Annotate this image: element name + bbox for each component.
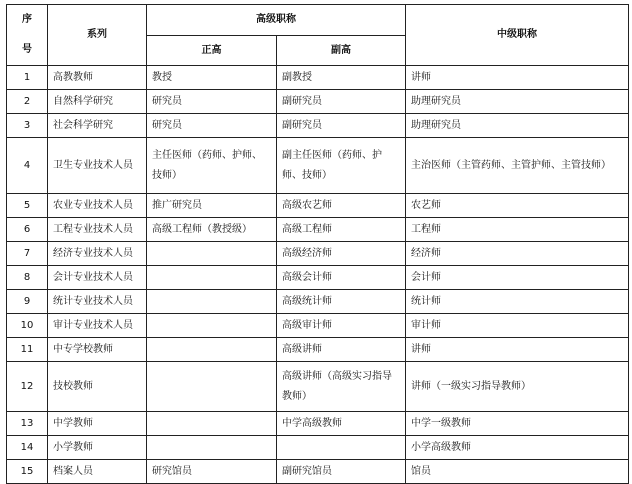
cell-number: 10 (7, 314, 48, 338)
cell-number: 3 (7, 114, 48, 138)
cell-series: 中专学校教师 (48, 338, 147, 362)
cell-number: 7 (7, 242, 48, 266)
cell-number: 6 (7, 218, 48, 242)
cell-series: 经济专业技术人员 (48, 242, 147, 266)
cell-number: 15 (7, 460, 48, 484)
cell-full-senior (147, 314, 277, 338)
cell-number: 12 (7, 362, 48, 412)
table-row (7, 266, 629, 290)
table-row (7, 66, 629, 90)
table-row (7, 338, 629, 362)
cell-deputy-senior: 副研究馆员 (277, 460, 406, 484)
cell-intermediate: 助理研究员 (406, 90, 629, 114)
table-row (7, 114, 629, 138)
cell-number: 1 (7, 66, 48, 90)
cell-series: 档案人员 (48, 460, 147, 484)
cell-deputy-senior: 副研究员 (277, 114, 406, 138)
cell-full-senior (147, 338, 277, 362)
table-row (7, 290, 629, 314)
header-full-senior: 正高 (147, 36, 277, 66)
cell-full-senior: 研究馆员 (147, 460, 277, 484)
header-seq-top: 序 (22, 14, 32, 25)
cell-number: 9 (7, 290, 48, 314)
cell-series: 技校教师 (48, 362, 147, 412)
cell-deputy-senior: 副研究员 (277, 90, 406, 114)
table-row (7, 436, 629, 460)
cell-series: 小学教师 (48, 436, 147, 460)
cell-series: 自然科学研究 (48, 90, 147, 114)
table-row (7, 362, 629, 412)
cell-intermediate: 讲师 (406, 66, 629, 90)
cell-series: 统计专业技术人员 (48, 290, 147, 314)
cell-intermediate: 工程师 (406, 218, 629, 242)
cell-intermediate: 农艺师 (406, 194, 629, 218)
cell-deputy-senior: 高级统计师 (277, 290, 406, 314)
cell-full-senior: 推广研究员 (147, 194, 277, 218)
cell-series: 审计专业技术人员 (48, 314, 147, 338)
cell-intermediate: 会计师 (406, 266, 629, 290)
cell-deputy-senior: 高级讲师（高级实习指导教师） (277, 362, 406, 412)
cell-deputy-senior (277, 436, 406, 460)
table-row (7, 138, 629, 194)
table-row (7, 314, 629, 338)
cell-intermediate: 中学一级教师 (406, 412, 629, 436)
cell-full-senior: 教授 (147, 66, 277, 90)
cell-series: 农业专业技术人员 (48, 194, 147, 218)
cell-full-senior (147, 242, 277, 266)
cell-number: 2 (7, 90, 48, 114)
cell-full-senior (147, 436, 277, 460)
cell-deputy-senior: 高级会计师 (277, 266, 406, 290)
cell-series: 中学教师 (48, 412, 147, 436)
cell-full-senior (147, 266, 277, 290)
cell-intermediate: 统计师 (406, 290, 629, 314)
table-row (7, 218, 629, 242)
cell-deputy-senior: 高级经济师 (277, 242, 406, 266)
cell-intermediate: 小学高级教师 (406, 436, 629, 460)
cell-intermediate: 审计师 (406, 314, 629, 338)
header-seq-bottom: 号 (22, 44, 32, 55)
cell-series: 工程专业技术人员 (48, 218, 147, 242)
cell-full-senior: 主任医师（药师、护师、技师） (147, 138, 277, 194)
cell-deputy-senior: 高级工程师 (277, 218, 406, 242)
table-row (7, 412, 629, 436)
cell-full-senior (147, 290, 277, 314)
header-series: 系列 (48, 5, 147, 66)
cell-full-senior (147, 412, 277, 436)
cell-number: 13 (7, 412, 48, 436)
cell-full-senior (147, 362, 277, 412)
cell-series: 高教教师 (48, 66, 147, 90)
cell-series: 社会科学研究 (48, 114, 147, 138)
cell-full-senior: 研究员 (147, 90, 277, 114)
cell-deputy-senior: 副主任医师（药师、护师、技师） (277, 138, 406, 194)
cell-intermediate: 主治医师（主管药师、主管护师、主管技师） (406, 138, 629, 194)
cell-number: 14 (7, 436, 48, 460)
cell-series: 会计专业技术人员 (48, 266, 147, 290)
title-table (6, 4, 629, 484)
cell-full-senior: 研究员 (147, 114, 277, 138)
cell-number: 8 (7, 266, 48, 290)
header-seq (7, 5, 48, 66)
cell-deputy-senior: 中学高级教师 (277, 412, 406, 436)
header-senior: 高级职称 (147, 5, 406, 36)
cell-deputy-senior: 副教授 (277, 66, 406, 90)
cell-intermediate: 经济师 (406, 242, 629, 266)
cell-full-senior: 高级工程师（教授级） (147, 218, 277, 242)
table-row (7, 460, 629, 484)
header-deputy-senior: 副高 (277, 36, 406, 66)
header-intermediate: 中级职称 (406, 5, 629, 66)
cell-deputy-senior: 高级讲师 (277, 338, 406, 362)
cell-number: 4 (7, 138, 48, 194)
table-row (7, 194, 629, 218)
cell-intermediate: 讲师 (406, 338, 629, 362)
cell-deputy-senior: 高级农艺师 (277, 194, 406, 218)
cell-number: 5 (7, 194, 48, 218)
cell-series: 卫生专业技术人员 (48, 138, 147, 194)
cell-intermediate: 馆员 (406, 460, 629, 484)
table-row (7, 90, 629, 114)
cell-number: 11 (7, 338, 48, 362)
table-row (7, 242, 629, 266)
cell-intermediate: 讲师（一级实习指导教师） (406, 362, 629, 412)
cell-intermediate: 助理研究员 (406, 114, 629, 138)
cell-deputy-senior: 高级审计师 (277, 314, 406, 338)
